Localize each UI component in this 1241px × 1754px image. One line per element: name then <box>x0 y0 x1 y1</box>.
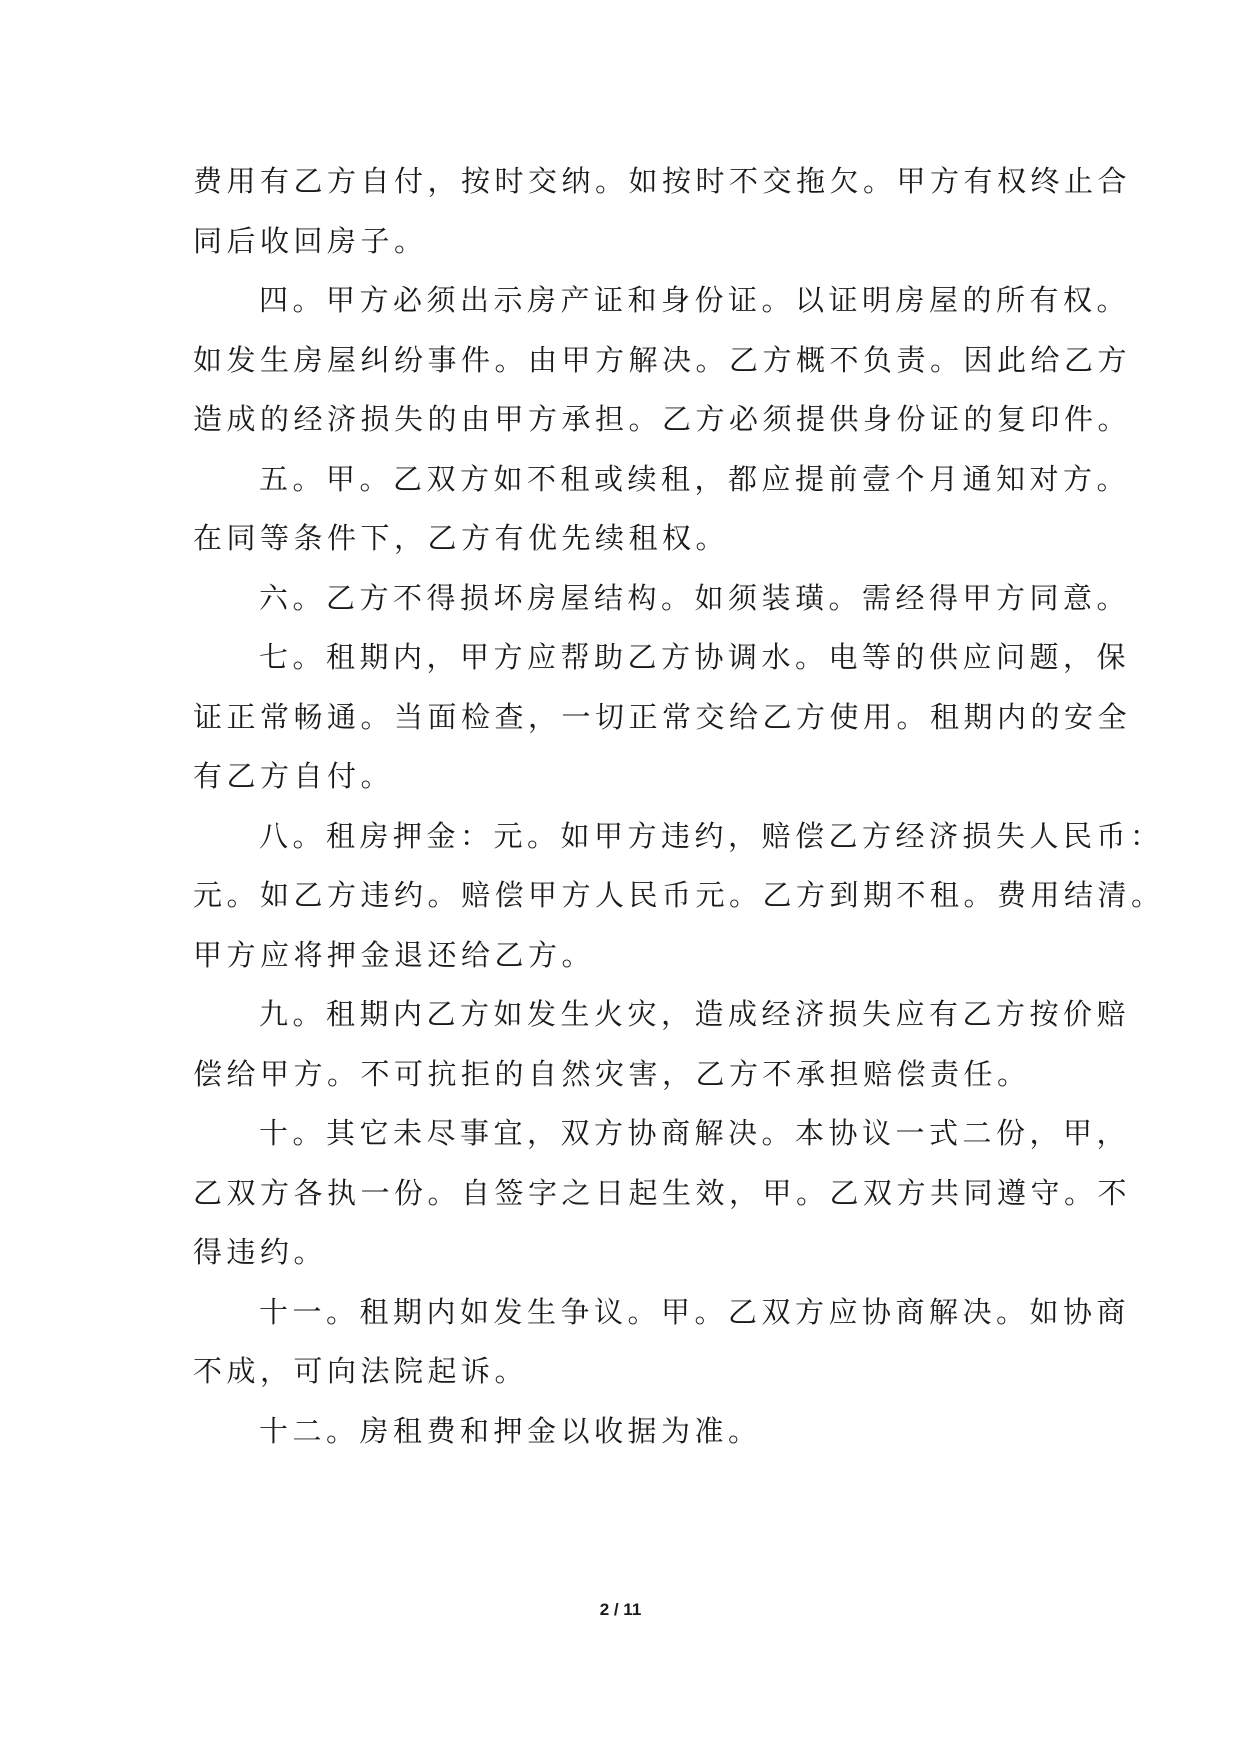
text-line: 八。租房押金：元。如甲方违约，赔偿乙方经济损失人民币： <box>259 818 1164 853</box>
text-line: 证正常畅通。当面检查，一切正常交给乙方使用。租期内的安全 <box>193 699 1132 734</box>
text-line: 十一。租期内如发生争议。甲。乙双方应协商解决。如协商 <box>259 1294 1131 1329</box>
text-line: 如发生房屋纠纷事件。由甲方解决。乙方概不负责。因此给乙方 <box>193 342 1132 377</box>
page-number: 2 / 11 <box>599 1600 642 1619</box>
text-line: 七。租期内，甲方应帮助乙方协调水。电等的供应问题，保 <box>259 640 1131 674</box>
text-line: 不成，可向法院起诉。 <box>193 1354 529 1388</box>
text-line: 在同等条件下，乙方有优先续租权。 <box>193 521 730 555</box>
text-line: 四。甲方必须出示房产证和身份证。以证明房屋的所有权。 <box>259 283 1131 317</box>
text-line: 同后收回房子。 <box>193 223 428 258</box>
text-line: 得违约。 <box>193 1235 328 1269</box>
text-line: 九。租期内乙方如发生火灾，造成经济损失应有乙方按价赔 <box>259 997 1131 1031</box>
text-line: 有乙方自付。 <box>193 759 395 793</box>
contract-body <box>193 152 1165 1461</box>
text-line: 造成的经济损失的由甲方承担。乙方必须提供身份证的复印件。 <box>193 402 1132 436</box>
text-line: 乙双方各执一份。自签字之日起生效，甲。乙双方共同遵守。不 <box>193 1175 1132 1210</box>
text-line: 偿给甲方。不可抗拒的自然灾害，乙方不承担赔偿责任。 <box>193 1056 1031 1091</box>
text-line: 十二。房租费和押金以收据为准。 <box>259 1413 762 1448</box>
text-line: 十。其它未尽事宜，双方协商解决。本协议一式二份，甲， <box>259 1116 1131 1150</box>
text-line: 六。乙方不得损坏房屋结构。如须装璜。需经得甲方同意。 <box>259 580 1131 615</box>
text-line: 甲方应将押金退还给乙方。 <box>193 937 596 972</box>
text-line: 五。甲。乙双方如不租或续租，都应提前壹个月通知对方。 <box>259 461 1131 496</box>
text-line: 费用有乙方自付，按时交纳。如按时不交拖欠。甲方有权终止合 <box>193 164 1132 198</box>
text-line: 元。如乙方违约。赔偿甲方人民币元。乙方到期不租。费用结清。 <box>193 878 1165 912</box>
